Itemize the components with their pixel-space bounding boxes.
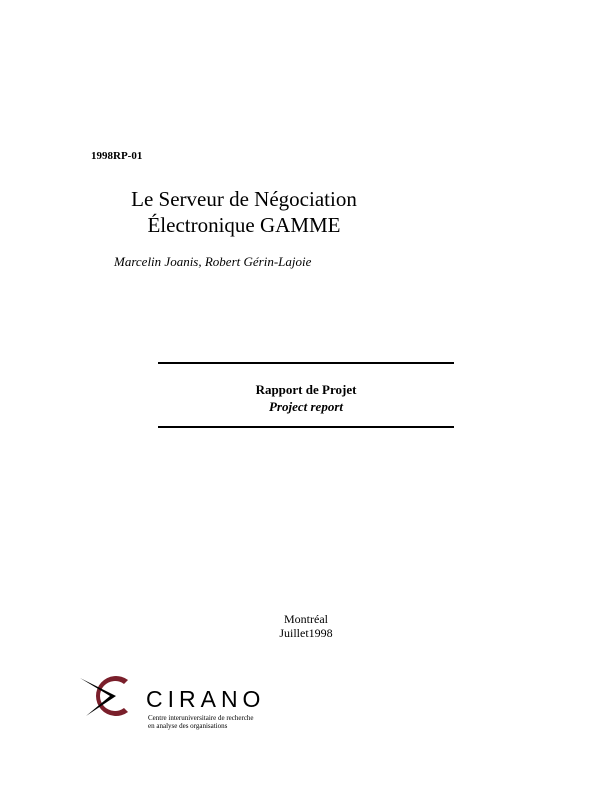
logo-tagline-line-1: Centre interuniversitaire de recherche [148, 714, 254, 722]
top-rule [158, 362, 454, 364]
date: Juillet1998 [279, 626, 333, 640]
place-date [158, 612, 454, 640]
cirano-logo [78, 672, 268, 732]
title-line-2: Électronique GAMME [147, 213, 341, 237]
logo-tagline [148, 714, 278, 730]
title-line-1: Le Serveur de Négociation [131, 187, 357, 211]
cirano-emblem-icon [78, 672, 144, 720]
logo-wordmark: CIRANO [146, 686, 266, 712]
series-french: Rapport de Projet [255, 382, 357, 397]
document-title [94, 186, 394, 238]
series-english: Project report [268, 399, 343, 414]
report-number: 1998RP-01 [91, 150, 143, 162]
series-label [158, 381, 454, 415]
bottom-rule [158, 426, 454, 428]
logo-tagline-line-2: en analyse des organisations [148, 722, 228, 730]
place: Montréal [284, 612, 328, 626]
authors: Marcelin Joanis, Robert Gérin-Lajoie [114, 254, 312, 269]
